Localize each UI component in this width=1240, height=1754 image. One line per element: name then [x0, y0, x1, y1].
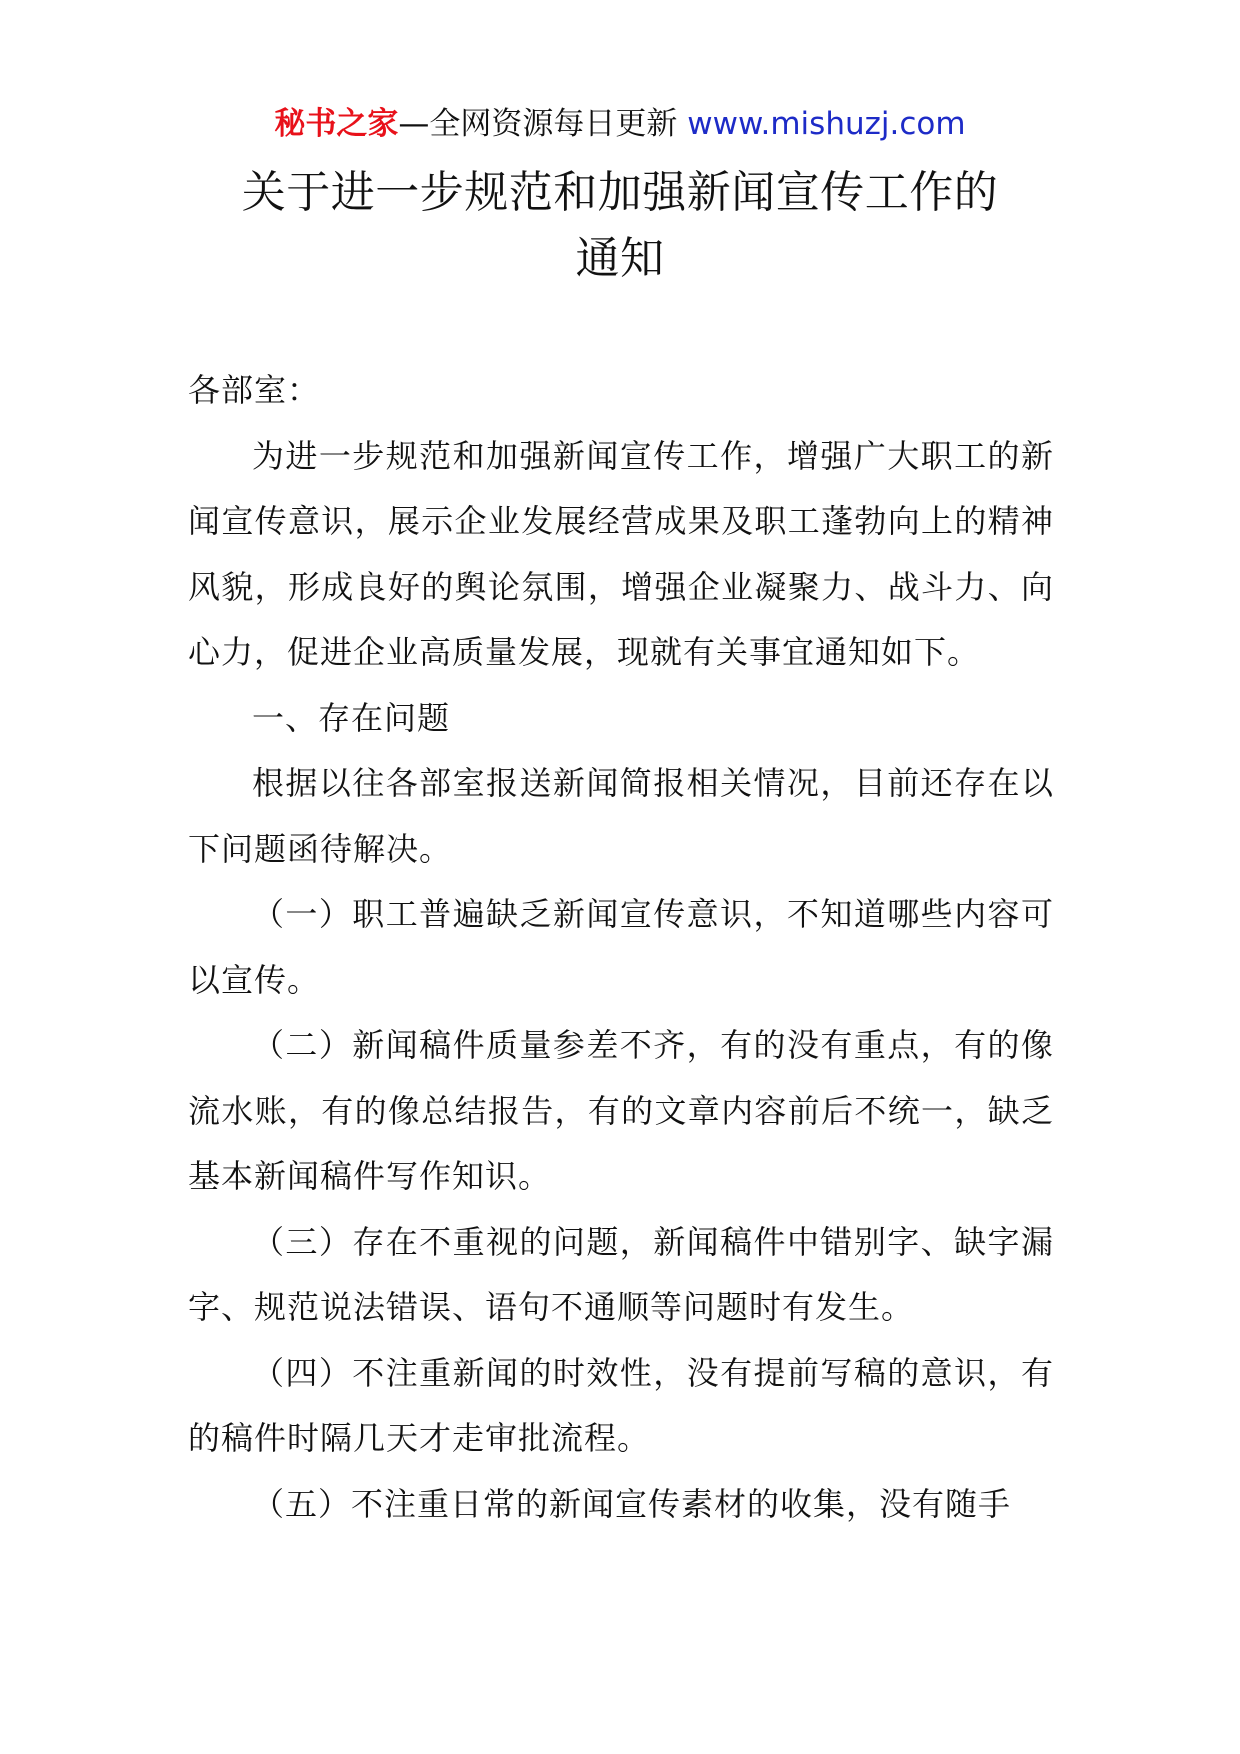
site-slogan: —全网资源每日更新 [398, 106, 688, 142]
paragraph-intro: 为进一步规范和加强新闻宣传工作，增强广大职工的新闻宣传意识，展示企业发展经营成果及职工蓬勃向上的精神风貌，形成良好的舆论氛围，增强企业凝聚力、战斗力、向心力，促进企业高质量发展，现就有关事宜通知如下。 [188, 436, 1054, 671]
list-item-1: （一）职工普遍缺乏新闻宣传意识，不知道哪些内容可以宣传。 [188, 895, 1054, 999]
section-heading-1: 一、存在问题 [252, 698, 451, 737]
list-item-3: （三）存在不重视的问题，新闻稿件中错别字、缺字漏字、规范说法错误、语句不通顺等问题时有发生。 [188, 1222, 1054, 1326]
paragraph-section-1-intro: 根据以往各部室报送新闻简报相关情况，目前还存在以下问题函待解决。 [188, 764, 1054, 868]
site-name: 秘书之家 [274, 106, 399, 142]
title-line-1: 关于进一步规范和加强新闻宣传工作的 [241, 167, 999, 218]
list-item-2: （二）新闻稿件质量参差不齐，有的没有重点，有的像流水账，有的像总结报告，有的文章内容前后不统一，缺乏基本新闻稿件写作知识。 [188, 1026, 1054, 1195]
site-header [0, 98, 1240, 150]
list-item-4: （四）不注重新闻的时效性，没有提前写稿的意识，有的稿件时隔几天才走审批流程。 [188, 1353, 1054, 1457]
document-title [0, 160, 1240, 292]
title-line-2: 通知 [575, 233, 665, 284]
document-body [188, 358, 1054, 1537]
salutation: 各部室： [188, 371, 321, 409]
site-url[interactable]: www.mishuzj.com [687, 106, 966, 142]
list-item-5: （五）不注重日常的新闻宣传素材的收集，没有随手 [252, 1484, 1012, 1523]
